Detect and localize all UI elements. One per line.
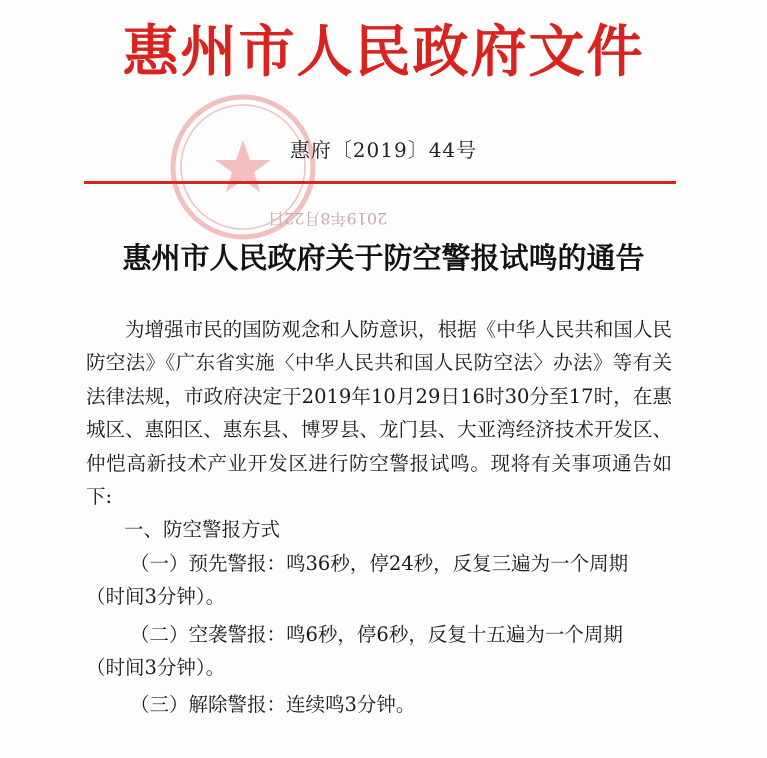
item-line: （一）预先警报：鸣36秒，停24秒，反复三遍为一个周期: [130, 551, 629, 575]
header-red-rule: [84, 181, 676, 184]
notice-title: 惠州市人民政府关于防空警报试鸣的通告: [122, 241, 645, 275]
header-title: 惠州市人民政府文件: [122, 19, 645, 85]
item-line: （二）空袭警报：鸣6秒，停6秒，反复十五遍为一个周期: [130, 622, 623, 646]
notice-body: [86, 313, 672, 722]
seal-date-stamp: 2019年8月22日: [268, 209, 388, 228]
intro-paragraph: 为增强市民的国防观念和人防意识，根据《中华人民共和国人民防空法》《广东省实施〈中华人民共和国人民防空法〉办法》等有关法律法规，市政府决定于2019年10月29日16时30分至17时，在惠城区、惠阳区、惠东县、博罗县、龙门县、大亚湾经济技术开发区、仲恺高新技术产业开发区进行防空警报试鸣。现将有关事项通告如下:: [86, 318, 672, 509]
item-line: （三）解除警报：连续鸣3分钟。: [130, 693, 416, 717]
item-continuation: （时间3分钟）。: [86, 585, 226, 609]
item-continuation: （时间3分钟）。: [86, 656, 226, 680]
section-heading: 一、防空警报方式: [124, 518, 281, 542]
document-number: 惠府〔2019〕44号: [289, 138, 478, 162]
